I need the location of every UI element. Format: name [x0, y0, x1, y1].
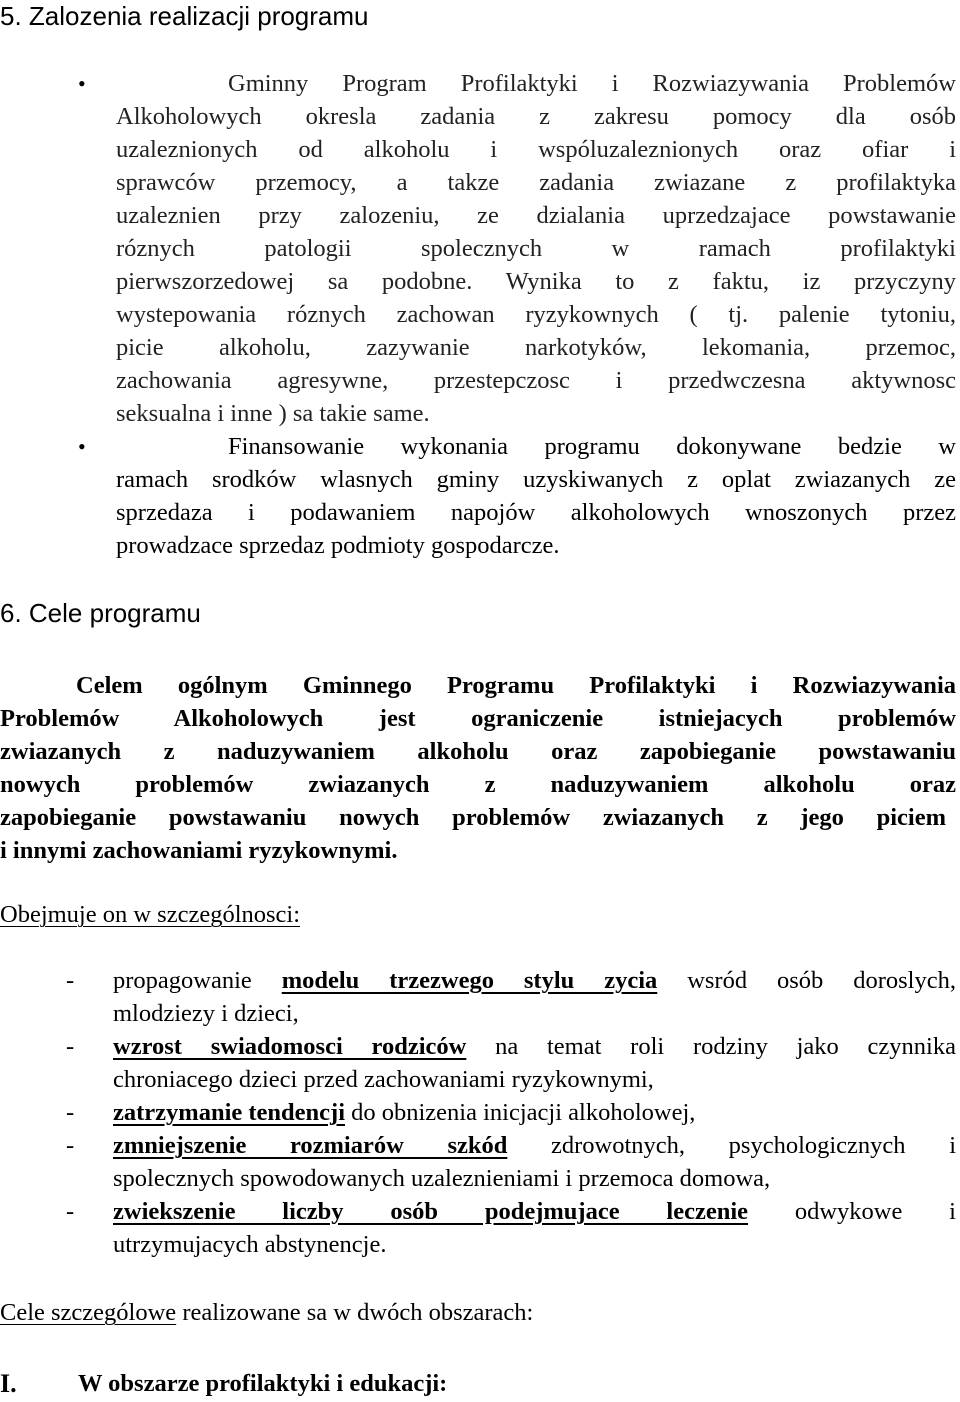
- text-line: uzaleznien przy zalozeniu, ze dzialania uprzedzajace powstawanie: [116, 202, 956, 229]
- list-item-text: propagowanie: [113, 967, 282, 994]
- list-item-continuation: utrzymujacych abstynencje.: [113, 1231, 387, 1258]
- text-line: zachowania agresywne, przestepczosc i przedwczesna aktywnosc: [116, 367, 956, 394]
- area-1-title: W obszarze profilaktyki i edukacji:: [78, 1370, 448, 1397]
- text-line: zapobieganie powstawaniu nowych problemów zwiazanych z jego piciem: [0, 804, 946, 831]
- list-item-emphasis: modelu trzezwego stylu zycia: [281, 967, 658, 994]
- list-item-text: wsród osób doroslych,: [657, 967, 956, 994]
- text-line: i innymi zachowaniami ryzykownymi.: [0, 837, 398, 864]
- bullet-paragraph-2: [116, 430, 956, 562]
- area-1-numeral: I.: [0, 1369, 17, 1398]
- bullet-icon: •: [78, 71, 86, 96]
- text-line: nowych problemów zwiazanych z naduzywaniem alkoholu oraz: [0, 771, 956, 798]
- list-item-line: [113, 1096, 956, 1129]
- text-line: Gminny Program Profilaktyki i Rozwiazywania Problemów: [228, 70, 956, 97]
- dash-marker: -: [66, 1198, 75, 1225]
- list-item-text: do obnizenia inicjacji alkoholowej,: [345, 1099, 696, 1126]
- specific-goals-line: [0, 1296, 533, 1329]
- list-item-emphasis: zmniejszenie rozmiarów szkód: [113, 1132, 508, 1159]
- dash-marker: -: [66, 1033, 75, 1060]
- list-item-line: [113, 1129, 956, 1162]
- text-line: picie alkoholu, zazywanie narkotyków, lekomania, przemoc,: [116, 334, 956, 361]
- bullet-paragraph-1: [116, 67, 956, 430]
- list-item-continuation: mlodziezy i dzieci,: [113, 1000, 299, 1027]
- specific-goals-text: realizowane sa w dwóch obszarach:: [176, 1299, 534, 1326]
- list-item-emphasis: zatrzymanie tendencji: [113, 1099, 345, 1126]
- specific-goals-emphasis: Cele szczególowe: [0, 1299, 177, 1326]
- text-line: uzaleznionych od alkoholu i wspóluzaleznionych oraz ofiar i: [116, 136, 956, 163]
- text-line: sprawców przemocy, a takze zadania zwiazane z profilaktyka: [116, 169, 956, 196]
- list-item-text: odwykowe i: [748, 1198, 956, 1225]
- list-item-continuation: spolecznych spowodowanych uzaleznieniami i przemoca domowa,: [113, 1165, 771, 1192]
- text-line: Celem ogólnym Gminnego Programu Profilaktyki i Rozwiazywania: [76, 672, 956, 699]
- list-item-text: zdrowotnych, psychologicznych i: [507, 1132, 956, 1159]
- dash-marker: -: [66, 967, 75, 994]
- list-item-line: [113, 1195, 956, 1228]
- list-item: [113, 1129, 956, 1195]
- dash-marker: -: [66, 1099, 75, 1126]
- text-line: Problemów Alkoholowych jest ograniczenie istniejacych problemów: [0, 705, 956, 732]
- list-item: [113, 964, 956, 1030]
- list-item-line: [113, 1030, 956, 1063]
- text-line: róznych patologii spolecznych w ramach profilaktyki: [116, 235, 956, 262]
- text-line: ramach srodków wlasnych gminy uzyskiwanych z oplat zwiazanych ze: [116, 466, 956, 493]
- text-line: prowadzace sprzedaz podmioty gospodarcze.: [116, 532, 560, 559]
- list-item-emphasis: wzrost swiadomosci rodziców: [113, 1033, 467, 1060]
- text-line: seksualna i inne ) sa takie same.: [116, 400, 430, 427]
- text-line: wystepowania róznych zachowan ryzykownych ( tj. palenie tytoniu,: [116, 301, 956, 328]
- dash-marker: -: [66, 1132, 75, 1159]
- list-item-continuation: chroniacego dzieci przed zachowaniami ryzykownymi,: [113, 1066, 654, 1093]
- section-5-heading: 5. Zalozenia realizacji programu: [0, 1, 369, 31]
- section-6-heading: 6. Cele programu: [0, 598, 201, 628]
- includes-heading-text: Obejmuje on w szczególnosci:: [0, 901, 301, 928]
- list-item-line: [113, 964, 956, 997]
- list-item-emphasis: zwiekszenie liczby osób podejmujace leczenie: [113, 1198, 749, 1225]
- list-item: [113, 1030, 956, 1096]
- bullet-icon: •: [78, 434, 86, 459]
- list-item-text: na temat roli rodziny jako czynnika: [466, 1033, 956, 1060]
- general-goal-paragraph: [0, 669, 956, 867]
- list-item: [113, 1195, 956, 1261]
- text-line: zwiazanych z naduzywaniem alkoholu oraz zapobieganie powstawaniu: [0, 738, 956, 765]
- text-line: Alkoholowych okresla zadania z zakresu pomocy dla osób: [116, 103, 956, 130]
- text-line: sprzedaza i podawaniem napojów alkoholowych wnoszonych przez: [116, 499, 956, 526]
- includes-heading: [0, 898, 300, 931]
- text-line: Finansowanie wykonania programu dokonywane bedzie w: [228, 433, 956, 460]
- list-item: [113, 1096, 956, 1129]
- text-line: pierwszorzedowej sa podobne. Wynika to z faktu, iz przyczyny: [116, 268, 956, 295]
